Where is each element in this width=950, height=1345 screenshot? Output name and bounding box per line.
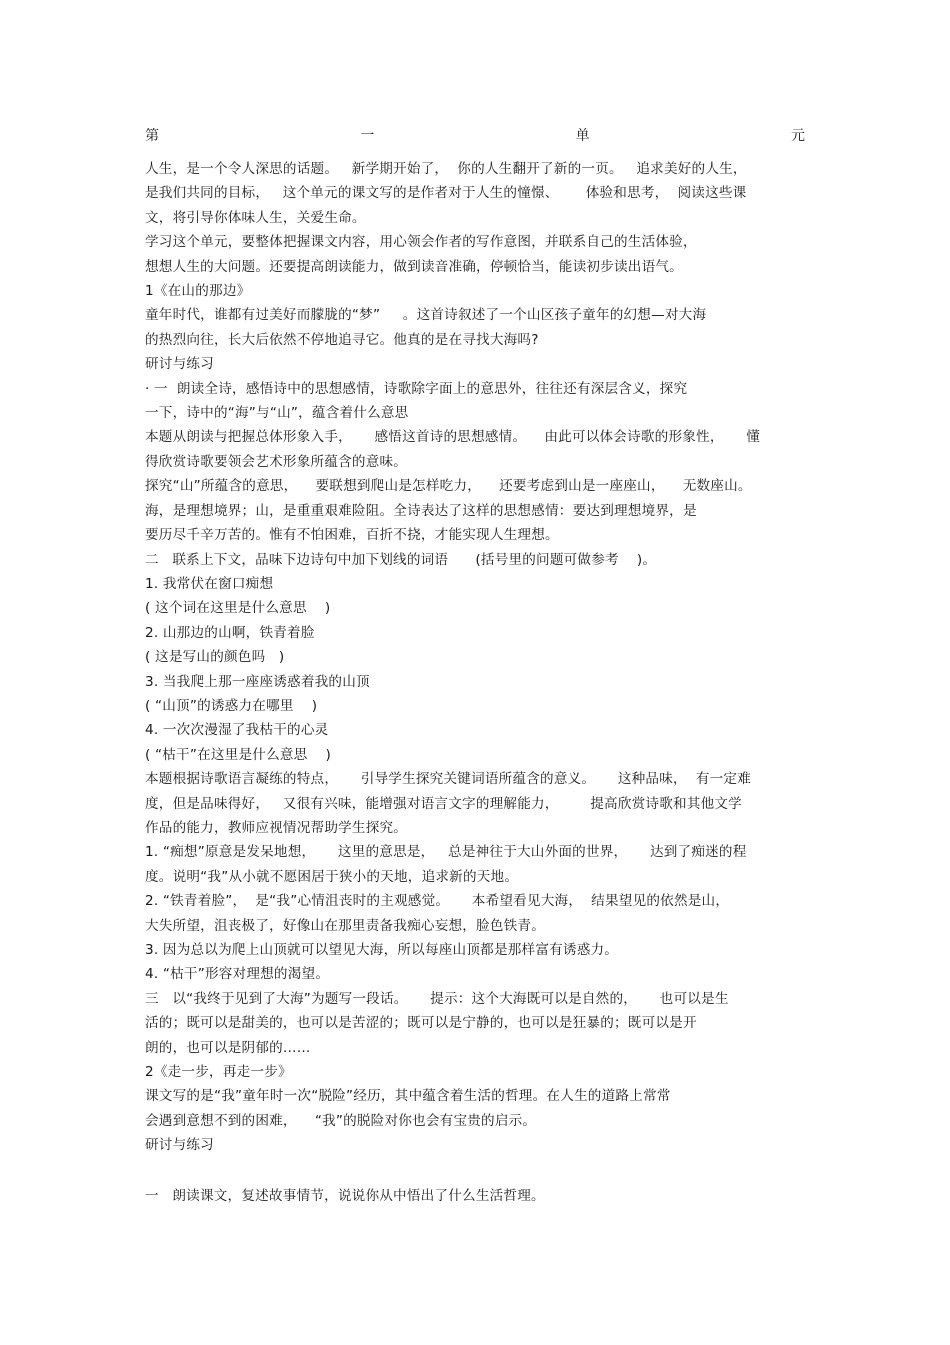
unit-heading <box>145 125 805 145</box>
section-title: 研讨与练习 <box>145 1137 214 1154</box>
text-line: 2. “铁青着脸”， 是“我”心情沮丧时的主观感觉。 本希望看见大海， 结果望见的依然是山， <box>145 893 730 910</box>
text-line: 3. 当我爬上那一座座诱惑着我的山顶 <box>145 673 370 690</box>
text-line: 本题从朗读与把握总体形象入手， 感悟这首诗的思想感情。 由此可以体会诗歌的形象性， 懂 <box>145 429 761 446</box>
text-line: 得欣赏诗歌要领会艺术形象所蕴含的意味。 <box>145 453 408 470</box>
text-line: 活的；既可以是甜美的，也可以是苦涩的；既可以是宁静的，也可以是狂暴的；既可以是开 <box>145 1015 697 1032</box>
text-line: 探究“山”所蕴含的意思， 要联想到爬山是怎样吃力， 还要考虑到山是一座座山， 无数座山。 <box>145 478 752 495</box>
heading-char: 元 <box>790 128 805 144</box>
text-line: 是我们共同的目标， 这个单元的课文写的是作者对于人生的憧憬、 体验和思考， 阅读这些课 <box>145 185 747 202</box>
text-line: 4. 一次次漫湿了我枯干的心灵 <box>145 722 329 739</box>
lesson-title: 2《走一步，再走一步》 <box>145 1064 292 1081</box>
text-line: 本题根据诗歌语言凝练的特点， 引导学生探究关键词语所蕴含的意义。 这种品味， 有一定难 <box>145 771 751 788</box>
lesson-title: 1《在山的那边》 <box>145 283 251 300</box>
text-line: 2. 山那边的山啊，铁青着脸 <box>145 624 315 641</box>
text-line: 朗的，也可以是阴郁的…… <box>145 1039 311 1056</box>
text-line: 学习这个单元，要整体把握课文内容，用心领会作者的写作意图，并联系自己的生活体验， <box>145 234 697 251</box>
text-line: 要历尽千辛万苦的。惟有不怕困难，百折不挠，才能实现人生理想。 <box>145 527 559 544</box>
text-line: 课文写的是“我”童年时一次“脱险”经历，其中蕴含着生活的哲理。在人生的道路上常常 <box>145 1088 671 1105</box>
heading-char: 第 <box>145 128 159 144</box>
text-line: 三 以“我终于见到了大海”为题写一段话。 提示：这个大海既可以是自然的， 也可以是生 <box>145 990 729 1007</box>
text-line: ( 这个词在这里是什么意思 ) <box>145 600 331 617</box>
section-title: 研讨与练习 <box>145 356 214 373</box>
text-line: ( “枯干”在这里是什么意思 ) <box>145 746 332 763</box>
text-line: 一 朗读课文，复述故事情节，说说你从中悟出了什么生活哲理。 <box>145 1187 545 1204</box>
text-line: ( “山顶”的诱惑力在哪里 ) <box>145 697 318 714</box>
text-line: · 一 朗读全诗，感悟诗中的思想感情，诗歌除字面上的意思外，往往还有深层含义，探究 <box>145 380 688 397</box>
text-line: 3. 因为总以为爬上山顶就可以望见大海，所以每座山顶都是那样富有诱惑力。 <box>145 942 619 958</box>
text-line: 的热烈向往，长大后依然不停地追寻它。他真的是在寻找大海吗? <box>145 331 539 348</box>
text-line: 度。说明“我”从小就不愿困居于狭小的天地，追求新的天地。 <box>145 868 519 885</box>
text-line: ( 这是写山的颜色吗 ) <box>145 649 285 666</box>
text-line: 4. “枯干”形容对理想的渴望。 <box>145 966 330 983</box>
heading-char: 单 <box>575 128 590 144</box>
text-line: 童年时代，谁都有过美好而朦胧的“梦” 。这首诗叙述了一个山区孩子童年的幻想—对大海 <box>145 307 707 324</box>
text-line: 想想人生的大问题。还要提高朗读能力，做到读音准确，停顿恰当，能读初步读出语气。 <box>145 258 683 275</box>
text-line: 大失所望，沮丧极了，好像山在那里责备我痴心妄想，脸色铁青。 <box>145 917 546 934</box>
text-line: 海，是理想境界；山，是重重艰难险阻。全诗表达了这样的思想感情：要达到理想境界，是 <box>145 502 697 519</box>
text-line: 人生，是一个令人深思的话题。 新学期开始了， 你的人生翻开了新的一页。 追求美好的人生， <box>145 161 747 177</box>
text-line: 文，将引导你体味人生，关爱生命。 <box>145 209 366 226</box>
document-body <box>145 157 807 1208</box>
text-line: 二 联系上下文，品味下边诗句中加下划线的词语 (括号里的问题可做参考 )。 <box>145 551 657 568</box>
text-line: 一下，诗中的“海”与“山”，蕴含着什么意思 <box>145 405 409 422</box>
text-line: 会遇到意想不到的困难， “我”的脱险对你也会有宝贵的启示。 <box>145 1112 537 1129</box>
text-line: 度，但是品味得好， 又很有兴味，能增强对语言文字的理解能力， 提高欣赏诗歌和其他文学 <box>145 795 742 812</box>
text-line: 作品的能力，教师应视情况帮助学生探究。 <box>145 819 408 836</box>
text-line: 1. “痴想”原意是发呆地想， 这里的意思是， 总是神往于大山外面的世界， 达到了痴迷的程 <box>145 844 747 861</box>
text-line: 1. 我常伏在窗口痴想 <box>145 575 274 592</box>
heading-char: 一 <box>360 128 375 144</box>
